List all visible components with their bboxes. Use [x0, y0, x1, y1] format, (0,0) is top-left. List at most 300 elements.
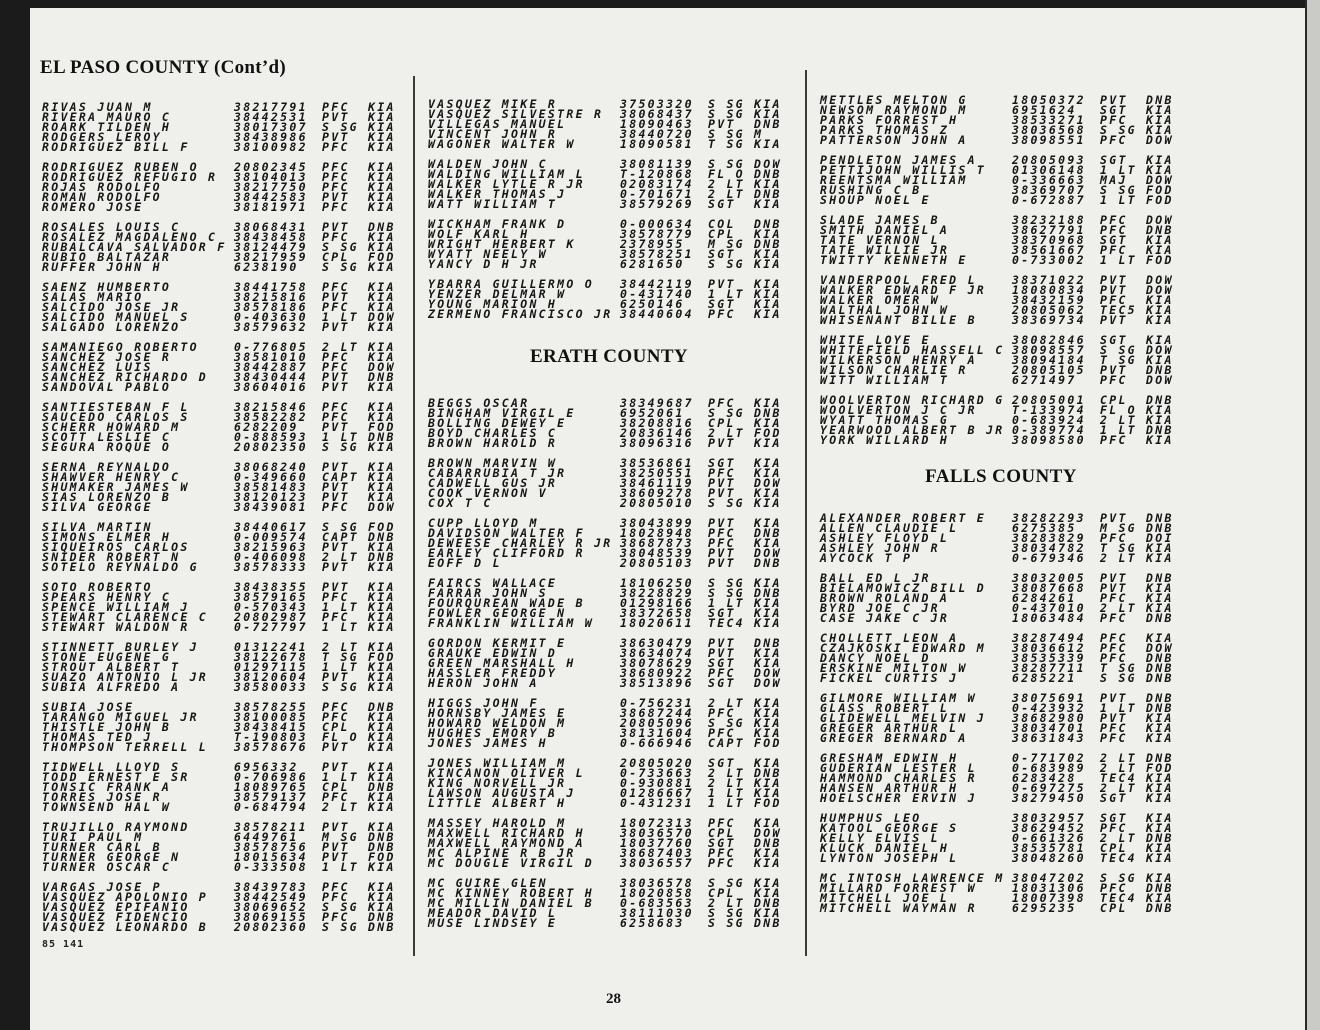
entry-status: KIA	[368, 760, 396, 774]
entry-name: SANTIESTEBAN F L	[42, 400, 190, 414]
entry-name: DANCY NOEL D	[820, 651, 931, 665]
entry-status: KIA	[1146, 891, 1174, 905]
entry-status: KIA	[368, 660, 396, 674]
entry-status: KIA	[368, 130, 396, 144]
casualty-entry	[820, 255, 1182, 265]
entry-serial: 0-771702	[1012, 751, 1086, 765]
entry-group	[42, 282, 404, 332]
casualty-entry	[42, 382, 404, 392]
entry-rank: SGT	[708, 676, 736, 690]
entry-name: SPEARS HENRY C	[42, 590, 172, 604]
entry-group	[42, 222, 404, 272]
entry-name: WOOLVERTON J C JR	[820, 403, 977, 417]
entry-name: KELLY ELVIS L	[820, 831, 940, 845]
entry-rank: PFC	[322, 890, 350, 904]
entry-status: KIA	[368, 110, 396, 124]
entry-name: WHITEFIELD HASSELL C	[820, 343, 1005, 357]
entry-serial: 38687873	[620, 536, 694, 550]
entry-status: KIA	[1146, 591, 1174, 605]
entry-serial: 38579632	[234, 320, 308, 334]
entry-rank: PVT	[708, 636, 736, 650]
entry-status: KIA	[754, 257, 782, 271]
entry-group	[428, 578, 790, 628]
entry-status: DNB	[368, 370, 396, 384]
entry-status: KIA	[754, 496, 782, 510]
entry-status: KIA	[1146, 731, 1174, 745]
entry-rank: PVT	[1100, 283, 1128, 297]
entry-name: WALKER EDWARD F JR	[820, 283, 987, 297]
entry-group	[428, 878, 790, 928]
entry-name: VINCENT JOHN R	[428, 127, 558, 141]
entry-serial: 38579269	[620, 197, 694, 211]
entry-rank: PFC	[1100, 373, 1128, 387]
entry-serial: 0-672887	[1012, 193, 1086, 207]
entry-name: SAENZ HUMBERTO	[42, 280, 172, 294]
entry-rank: PVT	[708, 646, 736, 660]
entry-rank: SGT	[1100, 153, 1128, 167]
entry-name: EOFF D L	[428, 556, 502, 570]
casualty-entry	[428, 918, 790, 928]
entry-name: SNIDER ROBERT N	[42, 550, 181, 564]
entry-serial: 38430444	[234, 370, 308, 384]
entry-serial: 38094184	[1012, 353, 1086, 367]
entry-serial: 38034782	[1012, 541, 1086, 555]
entry-name: WYATT NEELY W	[428, 247, 548, 261]
entry-status: KIA	[368, 350, 396, 364]
casualty-entry	[428, 139, 790, 149]
entry-rank: 2 LT	[1100, 781, 1137, 795]
entry-rank: PFC	[708, 526, 736, 540]
entry-rank: PFC	[708, 706, 736, 720]
column-divider	[805, 70, 807, 956]
entry-name: SUBIA ALFREDO A	[42, 680, 181, 694]
entry-name: SHAWVER HENRY C	[42, 470, 181, 484]
entry-group	[820, 335, 1182, 385]
entry-status: KIA	[368, 880, 396, 894]
entry-rank: PVT	[322, 480, 350, 494]
entry-name: CADWELL GUS JR	[428, 476, 558, 490]
entry-rank: S SG	[708, 906, 745, 920]
entry-serial: 0-389774	[1012, 423, 1086, 437]
entry-status: KIA	[368, 140, 396, 154]
entry-status: KIA	[754, 107, 782, 121]
entry-name: CZAJKOSKI EDWARD M	[820, 641, 987, 655]
entry-name: ROMERO JOSE	[42, 200, 144, 214]
entry-name: SANCHEZ JOSE R	[42, 350, 172, 364]
entry-status: DOW	[754, 826, 782, 840]
entry-status: DNB	[1146, 691, 1174, 705]
entry-status: FOD	[368, 650, 396, 664]
entry-serial: 6275385	[1012, 521, 1077, 535]
entry-rank: PVT	[322, 460, 350, 474]
entry-rank: PVT	[322, 380, 350, 394]
entry-status: KIA	[754, 776, 782, 790]
entry-rank: 1 LT	[1100, 253, 1137, 267]
entry-rank: M SG	[1100, 521, 1137, 535]
entry-rank: 2 LT	[708, 187, 745, 201]
entry-rank: 2 LT	[1100, 601, 1137, 615]
entry-group	[42, 642, 404, 692]
entry-serial: 18063484	[1012, 611, 1086, 625]
entry-rank: PFC	[708, 466, 736, 480]
entry-status: KIA	[754, 876, 782, 890]
entry-serial: 38369707	[1012, 183, 1086, 197]
entry-rank: PVT	[322, 670, 350, 684]
entry-status: KIA	[754, 177, 782, 191]
entry-rank: PFC	[708, 856, 736, 870]
entry-name: WOOLVERTON RICHARD G	[820, 393, 1005, 407]
entry-rank: PFC	[322, 500, 350, 514]
entry-serial: 38442887	[234, 360, 308, 374]
entry-rank: S SG	[708, 496, 745, 510]
entry-status: KIA	[1146, 581, 1174, 595]
entry-serial: 38082846	[1012, 333, 1086, 347]
entry-serial: 38561667	[1012, 243, 1086, 257]
entry-rank: PVT	[322, 110, 350, 124]
entry-name: CABARRUBIA T JR	[428, 466, 567, 480]
entry-status: DNB	[1146, 393, 1174, 407]
entry-serial: 38513896	[620, 676, 694, 690]
entry-rank: SGT	[1100, 103, 1128, 117]
entry-status: KIA	[368, 460, 396, 474]
entry-status: DOW	[1146, 273, 1174, 287]
entry-rank: S SG	[708, 916, 745, 930]
entry-rank: S SG	[708, 97, 745, 111]
entry-rank: PVT	[1100, 511, 1128, 525]
entry-rank: S SG	[708, 716, 745, 730]
entry-name: WITT WILLIAM T	[820, 373, 950, 387]
entry-status: DOW	[1146, 343, 1174, 357]
entry-name: BYRD JOE C JR	[820, 601, 940, 615]
entry-group	[428, 99, 790, 149]
casualty-entry	[42, 862, 404, 872]
entry-group	[820, 95, 1182, 145]
entry-status: FOD	[1146, 253, 1174, 267]
entry-serial: 38122678	[234, 650, 308, 664]
entry-rank: M SG	[708, 237, 745, 251]
casualty-entry	[428, 438, 790, 448]
entry-status: KIA	[1146, 113, 1174, 127]
entry-name: GUDERIAN LESTER L	[820, 761, 977, 775]
entry-serial: 38439783	[234, 880, 308, 894]
entry-name: TURI PAUL M	[42, 830, 144, 844]
entry-name: COX T C	[428, 496, 493, 510]
entry-rank: CPL	[708, 826, 736, 840]
entry-serial: 18020858	[620, 886, 694, 900]
entry-rank: PVT	[708, 436, 736, 450]
entry-name: GREEN MARSHALL H	[428, 656, 576, 670]
entry-status: KIA	[368, 560, 396, 574]
casualty-entry	[820, 553, 1182, 563]
entry-name: VASQUEZ MIKE R	[428, 97, 558, 111]
entry-name: GREGER BERNARD A	[820, 731, 968, 745]
entry-rank: PVT	[708, 277, 736, 291]
entry-status: KIA	[1146, 293, 1174, 307]
entry-name: TARANGO MIGUEL JR	[42, 710, 199, 724]
entry-status: KIA	[368, 190, 396, 204]
entry-serial: 20802987	[234, 610, 308, 624]
entry-status: DOW	[1146, 213, 1174, 227]
entry-status: KIA	[368, 400, 396, 414]
entry-name: KINCANON OLIVER L	[428, 766, 585, 780]
entry-serial: 38036570	[620, 826, 694, 840]
entry-status: KIA	[368, 490, 396, 504]
entry-serial: 38036578	[620, 876, 694, 890]
entry-group	[820, 693, 1182, 743]
entry-status: KIA	[754, 856, 782, 870]
entry-rank: PFC	[322, 200, 350, 214]
entry-serial: 20836146	[620, 426, 694, 440]
entry-rank: PFC	[708, 846, 736, 860]
entry-serial: 38096316	[620, 436, 694, 450]
entry-name: MEADOR DAVID L	[428, 906, 558, 920]
entry-status: KIA	[1146, 771, 1174, 785]
entry-name: TONSIC FRANK A	[42, 780, 172, 794]
entry-name: WALDING WILLIAM L	[428, 167, 585, 181]
entry-name: MAXWELL RAYMOND A	[428, 836, 585, 850]
entry-name: GRESHAM EDWIN H	[820, 751, 959, 765]
entry-rank: 2 LT	[708, 177, 745, 191]
entry-rank: PVT	[322, 820, 350, 834]
entry-status: KIA	[1146, 153, 1174, 167]
entry-name: ASHLEY FLOYD L	[820, 531, 950, 545]
entry-status: KIA	[368, 900, 396, 914]
entry-serial: 38228829	[620, 586, 694, 600]
entry-name: RIVAS JUAN M	[42, 100, 153, 114]
entry-rank: S SG	[1100, 343, 1137, 357]
entry-rank: PFC	[1100, 213, 1128, 227]
entry-status: KIA	[368, 470, 396, 484]
entry-status: KIA	[1146, 333, 1174, 347]
entry-rank: PFC	[322, 300, 350, 314]
entry-rank: PVT	[322, 840, 350, 854]
entry-status: FOD	[754, 426, 782, 440]
entry-rank: PFC	[1100, 611, 1128, 625]
entry-serial: 6284261	[1012, 591, 1077, 605]
entry-serial: 38081139	[620, 157, 694, 171]
entry-serial: 18090581	[620, 137, 694, 151]
entry-name: YANCY D H JR	[428, 257, 539, 271]
entry-status: DOW	[368, 310, 396, 324]
entry-name: MC DOUGLE VIRGIL D	[428, 856, 595, 870]
entry-serial: T-133974	[1012, 403, 1086, 417]
entry-serial: 38371022	[1012, 273, 1086, 287]
casualty-entry	[428, 199, 790, 209]
entry-status: DNB	[1146, 93, 1174, 107]
entry-rank: PFC	[1100, 243, 1128, 257]
entry-name: SAUCEDO CARLOS S	[42, 410, 190, 424]
entry-serial: 6295235	[1012, 901, 1077, 915]
entry-name: TIDWELL LLOYD S	[42, 760, 181, 774]
entry-serial: 0-683563	[620, 896, 694, 910]
entry-name: PENDLETON JAMES A	[820, 153, 977, 167]
entry-name: ALEXANDER ROBERT E	[820, 511, 987, 525]
entry-status: KIA	[754, 646, 782, 660]
entry-name: SPENCE WILLIAM J	[42, 600, 190, 614]
entry-serial: 38349687	[620, 396, 694, 410]
entry-serial: 6238190	[234, 260, 299, 274]
entry-status: KIA	[368, 440, 396, 454]
entry-rank: 2 LT	[708, 426, 745, 440]
entry-rank: PVT	[322, 320, 350, 334]
entry-rank: PFC	[322, 350, 350, 364]
entry-serial: 38441758	[234, 280, 308, 294]
entry-rank: PFC	[708, 396, 736, 410]
entry-serial: 6250146	[620, 297, 685, 311]
entry-serial: T-120868	[620, 167, 694, 181]
entry-rank: S SG	[322, 440, 359, 454]
entry-status: KIA	[754, 616, 782, 630]
entry-serial: 0-406098	[234, 550, 308, 564]
entry-status: KIA	[368, 610, 396, 624]
entry-serial: 6952061	[620, 406, 685, 420]
entry-status: KIA	[754, 466, 782, 480]
entry-status: KIA	[368, 290, 396, 304]
entry-serial: 20805103	[620, 556, 694, 570]
entry-serial: 38687244	[620, 706, 694, 720]
entry-serial: 38370968	[1012, 233, 1086, 247]
casualty-entry	[42, 622, 404, 632]
entry-serial: 18028948	[620, 526, 694, 540]
entry-serial: 38068431	[234, 220, 308, 234]
entry-serial: 0-733663	[620, 766, 694, 780]
entry-name: WALKER LYTLE R JR	[428, 177, 585, 191]
entry-status: KIA	[368, 160, 396, 174]
entry-rank: S SG	[322, 120, 359, 134]
entry-rank: 1 LT	[708, 287, 745, 301]
entry-name: ASHLEY JOHN R	[820, 541, 940, 555]
entry-serial: 02083174	[620, 177, 694, 191]
entry-name: FAIRCS WALLACE	[428, 576, 558, 590]
entry-name: BROWN ROLAND A	[820, 591, 950, 605]
entry-serial: 38440720	[620, 127, 694, 141]
entry-rank: 1 LT	[708, 596, 745, 610]
entry-status: DNB	[754, 636, 782, 650]
entry-serial: 38438355	[234, 580, 308, 594]
entry-name: HUMPHUS LEO	[820, 811, 922, 825]
entry-name: METTLES MELTON G	[820, 93, 968, 107]
entry-serial: 0-336663	[1012, 173, 1086, 187]
entry-group	[428, 279, 790, 319]
entry-rank: T SG	[322, 650, 359, 664]
entry-name: TOWNSEND HAL W	[42, 800, 172, 814]
entry-rank: SGT	[1100, 333, 1128, 347]
entry-name: AYCOCK T P	[820, 551, 913, 565]
entry-serial: 0-684794	[234, 800, 308, 814]
entry-rank: S SG	[1100, 183, 1137, 197]
entry-status: DNB	[1146, 661, 1174, 675]
entry-name: HASSLER FREDDY	[428, 666, 558, 680]
entry-serial: 38629452	[1012, 821, 1086, 835]
entry-name: RUBIO BALTAZAR	[42, 250, 172, 264]
entry-serial: 38438458	[234, 230, 308, 244]
entry-name: THOMAS TED J	[42, 730, 153, 744]
entry-serial: 18090463	[620, 117, 694, 131]
entry-serial: 38372658	[620, 606, 694, 620]
entry-rank: 1 LT	[322, 860, 359, 874]
entry-status: KIA	[754, 906, 782, 920]
entry-status: KIA	[754, 137, 782, 151]
entry-status: KIA	[368, 170, 396, 184]
entry-name: VASQUEZ LEONARDO B	[42, 920, 209, 934]
entry-name: STROUT ALBERT T	[42, 660, 181, 674]
entry-status: KIA	[1146, 413, 1174, 427]
entry-serial: 38578255	[234, 700, 308, 714]
entry-name: MUSE LINDSEY E	[428, 916, 558, 930]
casualty-entry	[42, 502, 404, 512]
entry-name: YOUNG MARION H	[428, 297, 558, 311]
entry-status: KIA	[368, 790, 396, 804]
entry-rank: M SG	[322, 830, 359, 844]
entry-rank: PVT	[1100, 581, 1128, 595]
entry-rank: PVT	[322, 220, 350, 234]
entry-status: M	[754, 127, 764, 141]
entry-name: TATE WILLIE JR	[820, 243, 950, 257]
entry-rank: PFC	[322, 140, 350, 154]
entry-rank: SGT	[708, 606, 736, 620]
entry-status: KIA	[754, 97, 782, 111]
entry-name: SERNA REYNALDO	[42, 460, 172, 474]
entry-name: RODGERS LEROY	[42, 130, 162, 144]
entry-status: KIA	[368, 740, 396, 754]
entry-serial: 37503320	[620, 97, 694, 111]
entry-status: KIA	[754, 396, 782, 410]
entry-status: KIA	[1146, 871, 1174, 885]
entry-status: KIA	[1146, 103, 1174, 117]
entry-name: YORK WILLARD H	[820, 433, 950, 447]
entry-group	[42, 402, 404, 452]
entry-rank: PVT	[322, 420, 350, 434]
entry-group	[42, 162, 404, 212]
entry-serial: 6282209	[234, 420, 299, 434]
casualty-entry	[42, 802, 404, 812]
entry-status: KIA	[754, 277, 782, 291]
entry-rank: CPL	[1100, 841, 1128, 855]
entry-rank: PFC	[1100, 651, 1128, 665]
entry-rank: 1 LT	[1100, 423, 1137, 437]
casualty-entry	[428, 498, 790, 508]
casualty-entry	[820, 375, 1182, 385]
entry-name: BEGGS OSCAR	[428, 396, 530, 410]
entry-name: LAWSON AUGUSTA J	[428, 786, 576, 800]
entry-name: TATE VERNON L	[820, 233, 940, 247]
entry-name: RUFFER JOHN H	[42, 260, 162, 274]
entry-rank: PVT	[322, 130, 350, 144]
entry-serial: 6956332	[234, 760, 299, 774]
entry-status: KIA	[368, 410, 396, 424]
entry-name: TURNER OSCAR C	[42, 860, 172, 874]
entry-name: YEARWOOD ALBERT B JR	[820, 423, 1005, 437]
entry-serial: 38432159	[1012, 293, 1086, 307]
entry-name: MC ALPINE R B JR	[428, 846, 576, 860]
entry-status: DNB	[1146, 511, 1174, 525]
entry-name: SOTO ROBERTO	[42, 580, 153, 594]
entry-name: SHOUP NOEL E	[820, 193, 931, 207]
entry-name: BIELAMOWICZ BILL D	[820, 581, 987, 595]
entry-status: FOD	[754, 736, 782, 750]
entry-status: KIA	[754, 576, 782, 590]
entry-name: FOURQUREAN WADE B	[428, 596, 585, 610]
casualty-column-2	[428, 99, 790, 938]
entry-status: DNB	[368, 920, 396, 934]
casualty-entry	[820, 733, 1182, 743]
entry-rank: PFC	[322, 590, 350, 604]
entry-name: PARKS FORREST H	[820, 113, 959, 127]
casualty-entry	[820, 135, 1182, 145]
entry-serial: 38682980	[1012, 711, 1086, 725]
entry-status: KIA	[368, 340, 396, 354]
casualty-entry	[42, 442, 404, 452]
